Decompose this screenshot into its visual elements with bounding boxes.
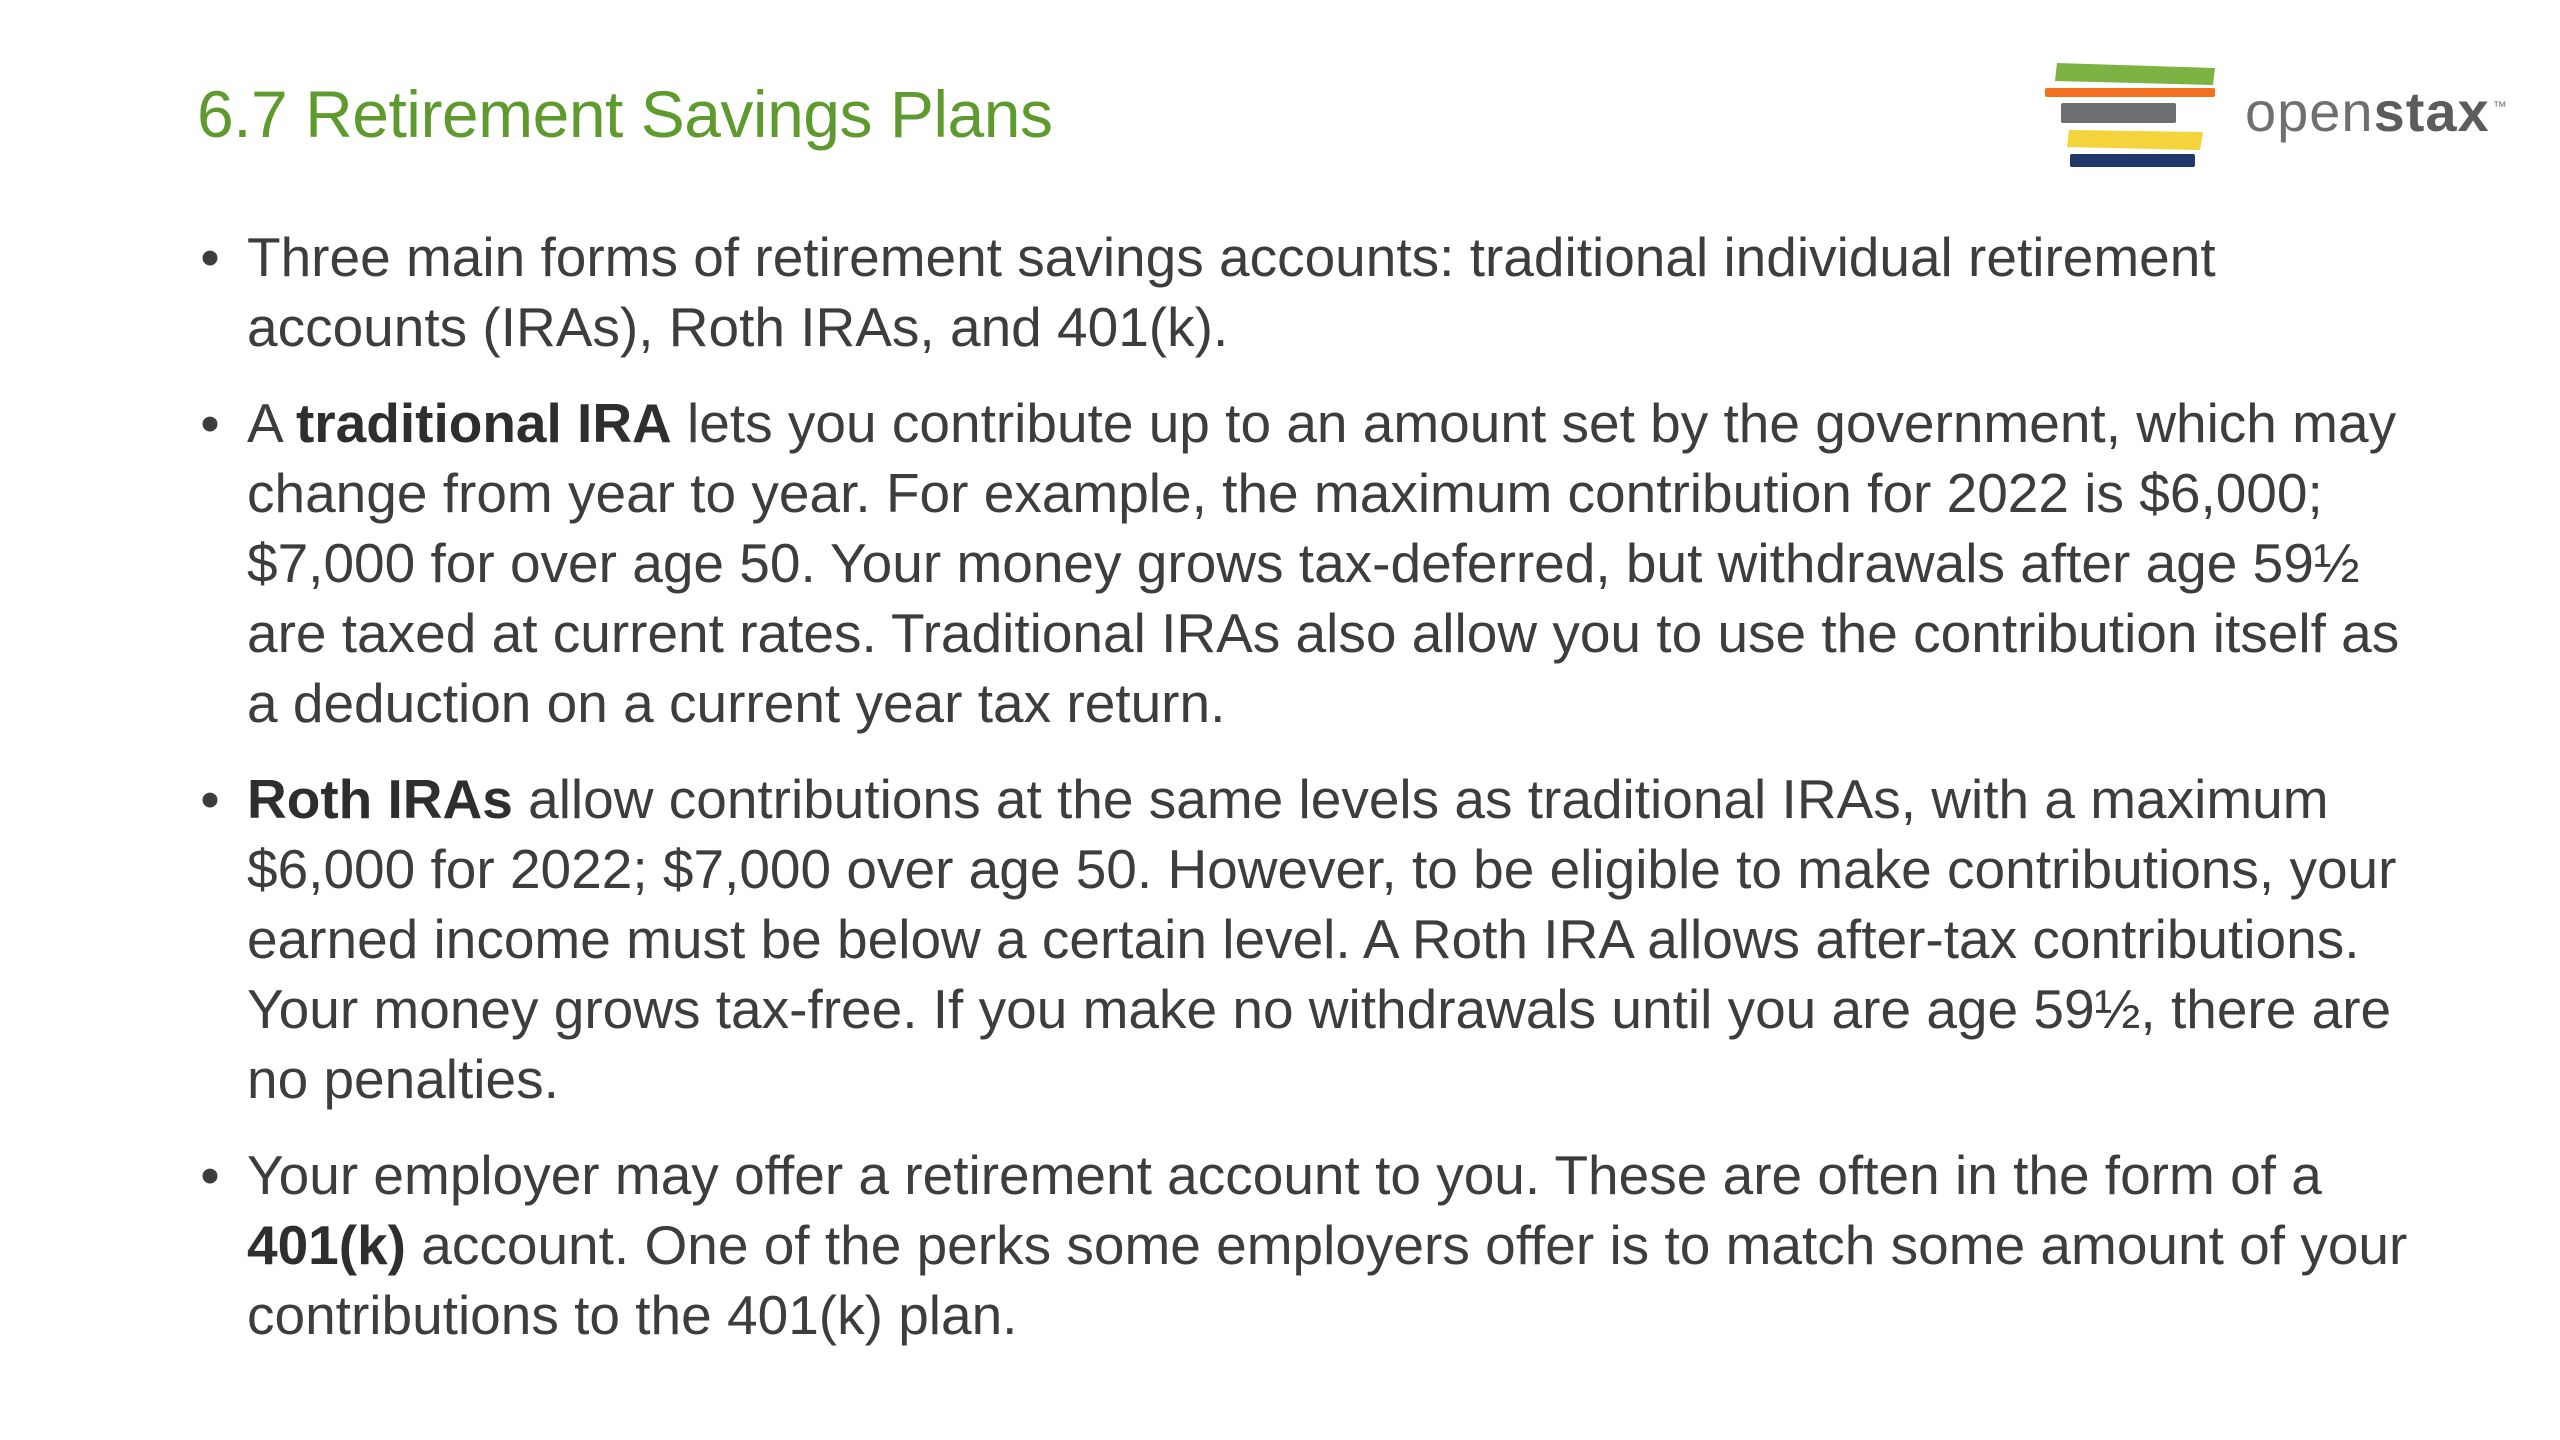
- keyword-roth-iras: Roth IRAs: [247, 768, 513, 830]
- keyword-401k: 401(k): [247, 1214, 406, 1276]
- openstax-books-icon: [2045, 55, 2225, 175]
- bullet-prefix: A: [247, 392, 296, 454]
- openstax-logo: [2045, 55, 2525, 175]
- slide-title: 6.7 Retirement Savings Plans: [197, 77, 1053, 151]
- bullet-text: allow contributions at the same levels as traditional IRAs, with a maximum $6,000 for 2022; $7,000 over age 50. However, to be eligible to make contributions, your earned income must be below a certain level. A Roth IRA allows after-tax contributions. Your money grows tax-free. If you make no withdrawals until you are age 59½, there are no penalties.: [247, 768, 2397, 1110]
- bullet-item: [195, 1140, 2435, 1350]
- bullet-list: [195, 222, 2435, 1376]
- trademark-symbol: ™: [2492, 98, 2508, 115]
- bullet-text: lets you contribute up to an amount set by the government, which may change from year to year. For example, the maximum contribution for 2022 is $6,000; $7,000 for over age 50. Your money grows tax-deferred, but withdrawals after age 59½ are taxed at current rates. Traditional IRAs also allow you to use the contribution itself as a deduction on a current year tax return.: [247, 392, 2400, 734]
- keyword-traditional-ira: traditional IRA: [295, 392, 672, 454]
- bullet-item: [195, 388, 2435, 738]
- bullet-icon: •: [200, 226, 220, 288]
- bullet-prefix: Your employer may offer a retirement account to you. These are often in the form of a: [247, 1144, 2322, 1206]
- bullet-icon: •: [200, 1144, 220, 1206]
- bullet-item: [195, 222, 2435, 362]
- logo-text-stax: stax: [2373, 80, 2490, 143]
- bullet-item: [195, 764, 2435, 1114]
- logo-text-open: open: [2245, 80, 2374, 143]
- bullet-icon: •: [200, 768, 220, 830]
- bullet-icon: •: [200, 392, 220, 454]
- bullet-text: account. One of the perks some employers offer is to match some amount of your contributions to the 401(k) plan.: [247, 1214, 2408, 1346]
- logo-wordmark: [2245, 79, 2508, 144]
- bullet-text: Three main forms of retirement savings accounts: traditional individual retirement accounts (IRAs), Roth IRAs, and 401(k).: [247, 226, 2216, 358]
